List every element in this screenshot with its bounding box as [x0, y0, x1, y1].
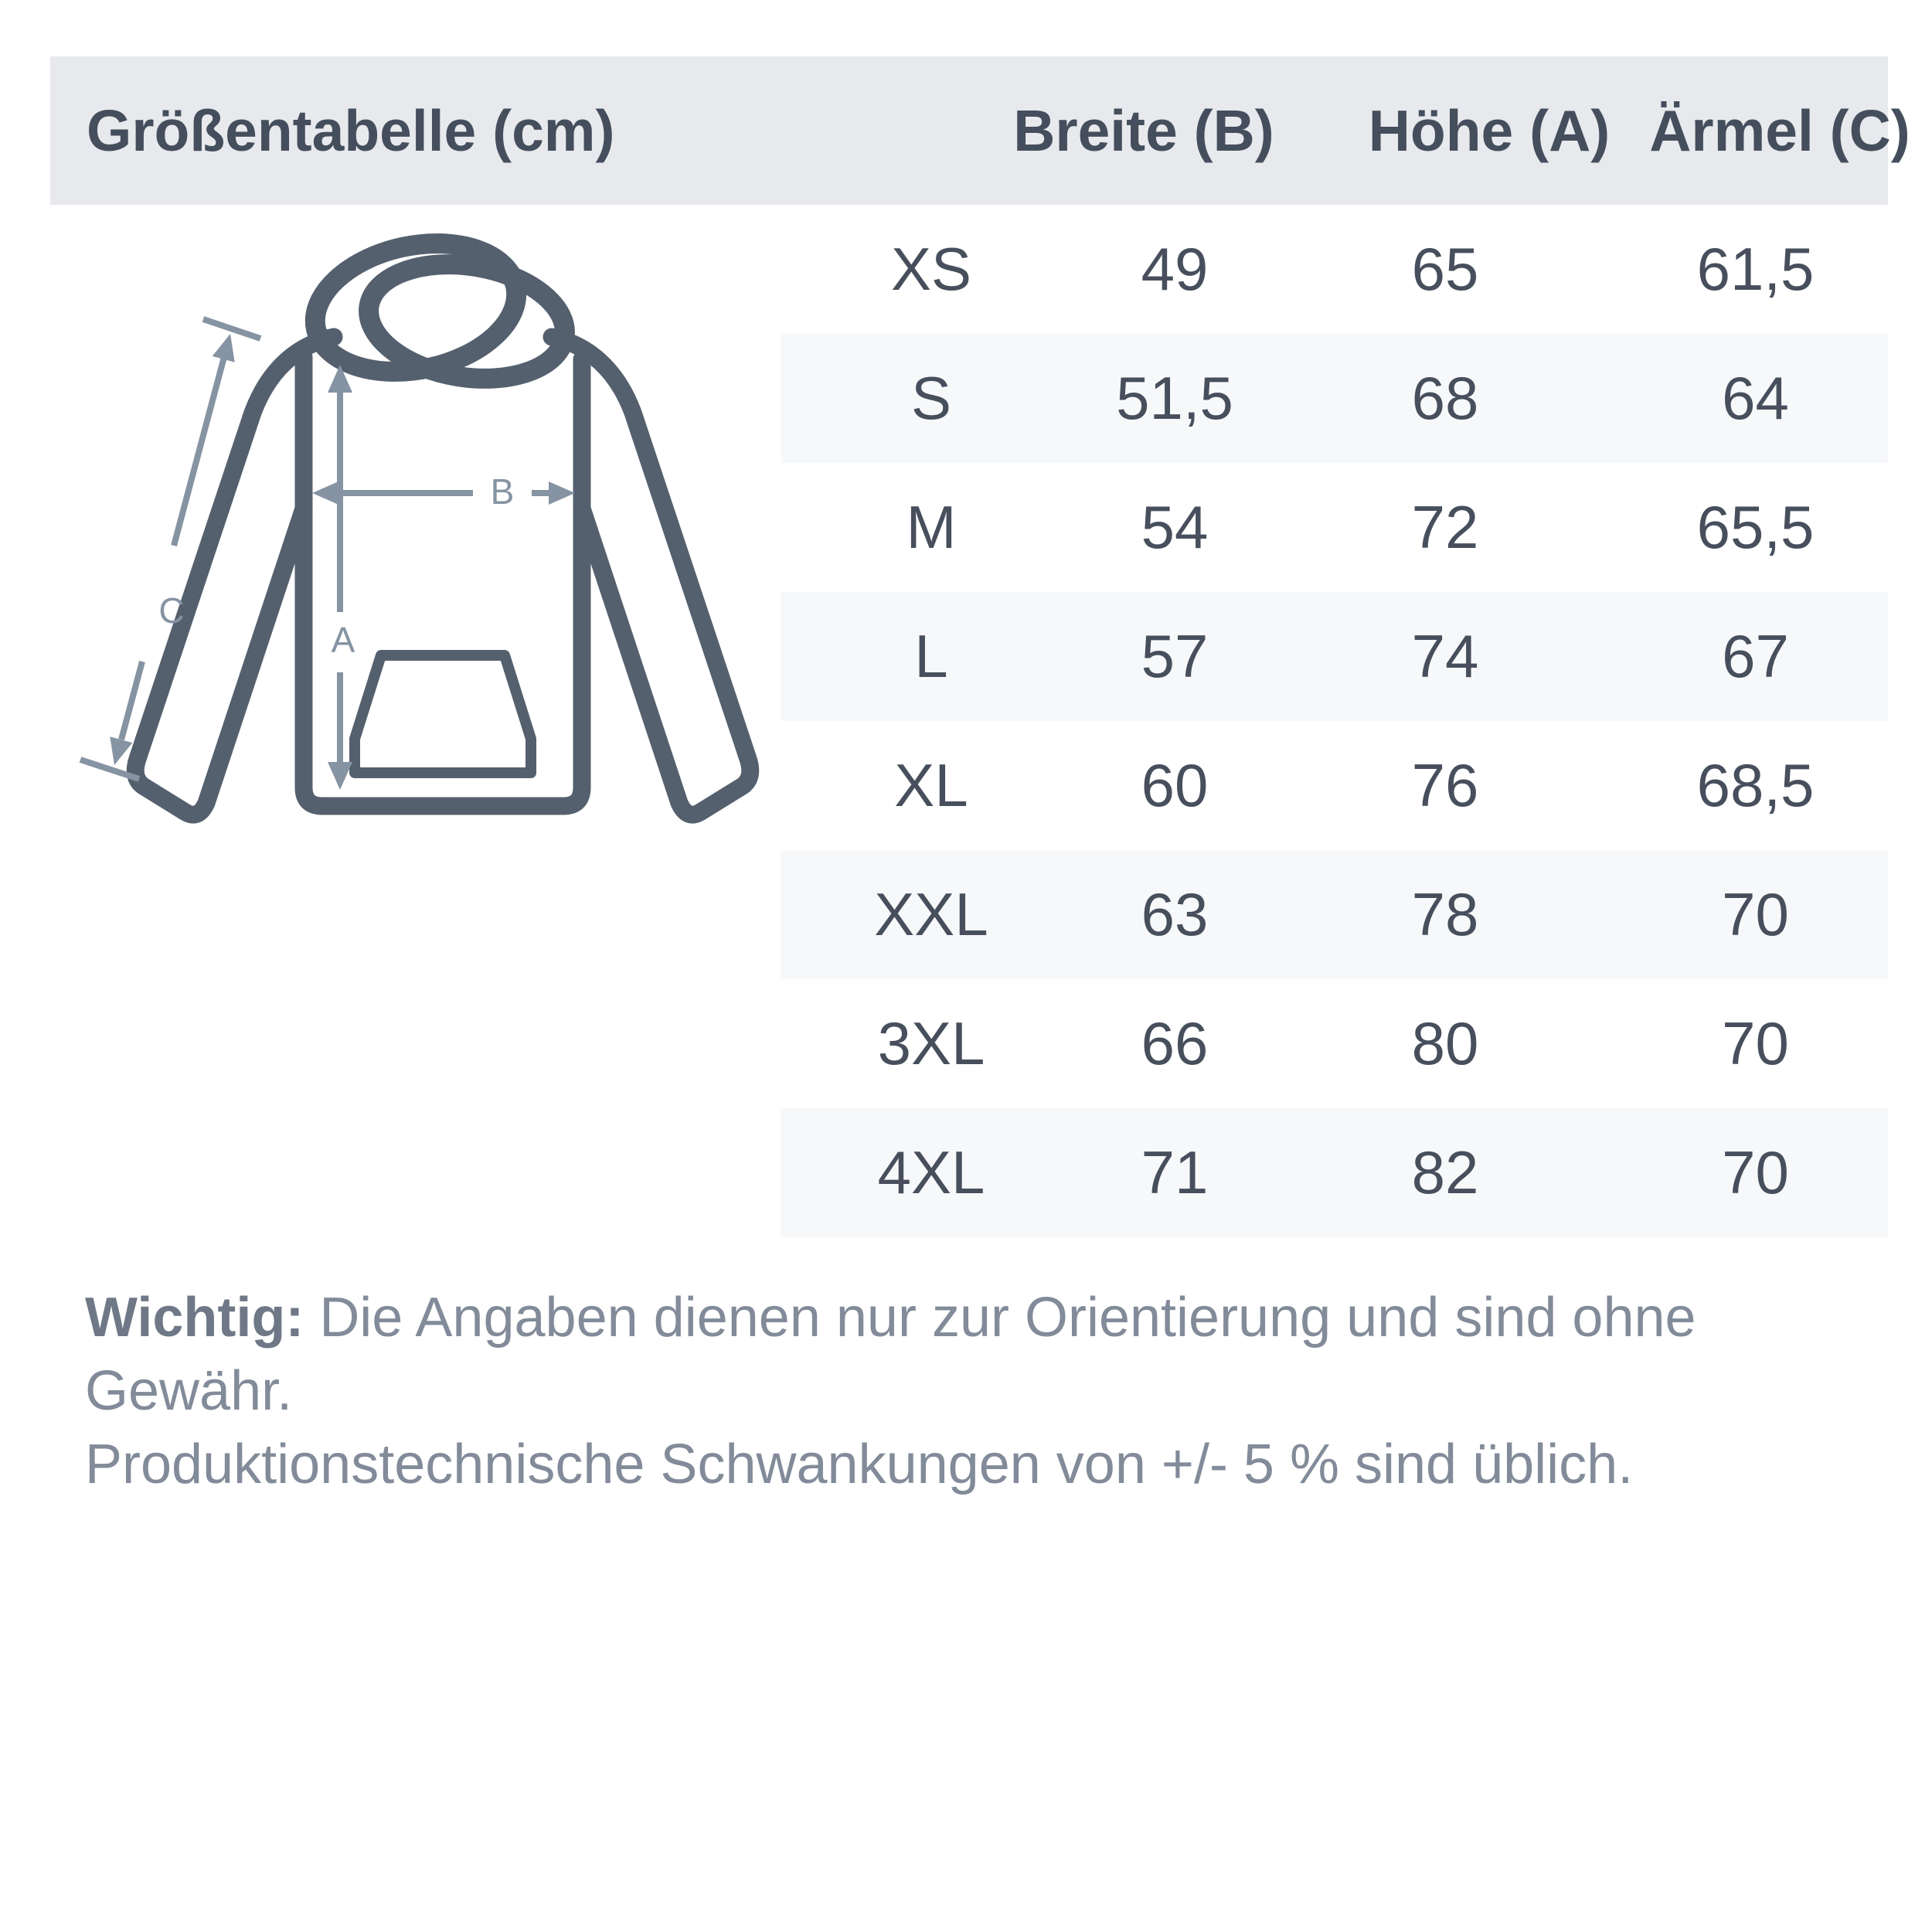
table-row-xxl [781, 850, 1888, 979]
aermel-value: 67 [1722, 622, 1789, 690]
disclaimer-line1: Die Angaben dienen nur zur Orientierung und sind ohne Gewähr. [85, 1287, 1696, 1422]
size-label: 4XL [877, 1138, 985, 1206]
size-label: XL [894, 751, 968, 819]
hoehe-value: 80 [1411, 1009, 1479, 1077]
col-header-aermel: Ärmel (C) [1649, 98, 1910, 163]
breite-value: 71 [1141, 1138, 1209, 1206]
height-arrow [328, 365, 352, 790]
disclaimer-prefix: Wichtig: [85, 1287, 304, 1349]
hoodie-body [304, 357, 582, 806]
aermel-value: 70 [1722, 1138, 1789, 1206]
aermel-value: 64 [1722, 364, 1789, 432]
size-label: 3XL [877, 1009, 985, 1077]
table-row-3xl [781, 979, 1888, 1108]
width-label: B [490, 471, 515, 512]
disclaimer-note [85, 1281, 1886, 1502]
table-row-l [781, 592, 1888, 721]
breite-value: 51,5 [1116, 364, 1233, 432]
breite-value: 60 [1141, 751, 1209, 819]
size-label: S [910, 364, 952, 432]
aermel-value: 61,5 [1696, 235, 1815, 303]
breite-value: 63 [1141, 880, 1209, 948]
table-row-m [781, 463, 1888, 592]
table-row-xl [781, 721, 1888, 850]
sleeve-tick-top [203, 319, 260, 338]
hoehe-value: 82 [1411, 1138, 1479, 1206]
page-title: Größentabelle (cm) [87, 98, 615, 163]
aermel-value: 65,5 [1696, 493, 1815, 561]
sleeve-label: C [158, 590, 185, 631]
aermel-value: 70 [1722, 880, 1789, 948]
breite-value: 57 [1141, 622, 1209, 690]
table-row-4xl [781, 1108, 1888, 1237]
size-label: L [914, 622, 948, 690]
hoehe-value: 72 [1411, 493, 1479, 561]
breite-value: 49 [1141, 235, 1209, 303]
size-label: XS [890, 235, 972, 303]
hoehe-value: 76 [1411, 751, 1479, 819]
table-row-s [781, 334, 1888, 463]
hoehe-value: 78 [1411, 880, 1479, 948]
table-row-xs [781, 205, 1888, 334]
size-label: XXL [874, 880, 988, 948]
width-arrow [312, 481, 575, 505]
hoodie-outline-icon [135, 226, 750, 815]
aermel-value: 70 [1722, 1009, 1789, 1077]
breite-value: 54 [1141, 493, 1209, 561]
hoehe-value: 74 [1411, 622, 1479, 690]
col-header-breite: Breite (B) [1013, 98, 1274, 163]
height-label: A [331, 620, 355, 660]
hoehe-value: 68 [1411, 364, 1479, 432]
hoodie-pocket [355, 655, 531, 773]
hoehe-value: 65 [1411, 235, 1479, 303]
size-label: M [906, 493, 957, 561]
col-header-hoehe: Höhe (A) [1368, 98, 1611, 163]
header-bar [50, 56, 1910, 205]
hoodie-diagram [62, 216, 804, 912]
breite-value: 66 [1141, 1009, 1209, 1077]
disclaimer-line2: Produktionstechnische Schwankungen von +/- 5 % sind üblich. [85, 1434, 1634, 1495]
aermel-value: 68,5 [1696, 751, 1815, 819]
size-table [781, 205, 1888, 1237]
